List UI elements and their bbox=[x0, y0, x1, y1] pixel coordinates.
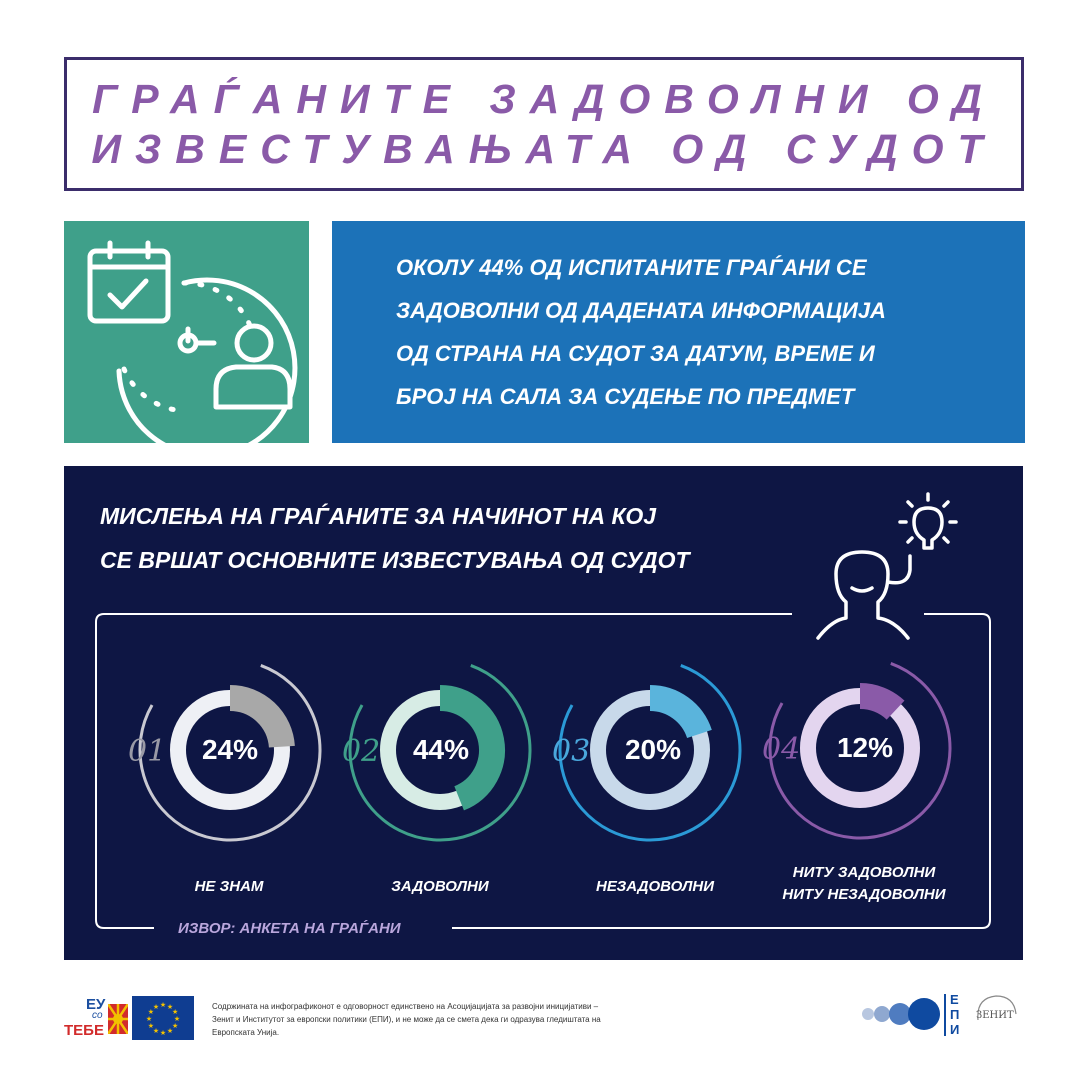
opinions-heading-line-1: МИСЛЕЊА НА ГРАЃАНИТЕ ЗА НАЧИНОТ НА КОЈ bbox=[100, 503, 657, 529]
eu-so-tebe-logo bbox=[64, 996, 128, 1042]
title-box bbox=[64, 57, 1024, 191]
donut-value-arc bbox=[650, 698, 699, 734]
item-label-line-2: НИТУ НЕЗАДОВОЛНИ bbox=[782, 886, 946, 903]
item-label bbox=[764, 862, 964, 906]
title-line-2: ИЗВЕСТУВАЊАТА ОД СУДОТ bbox=[91, 126, 997, 172]
logo-text-bottom: ТЕБЕ bbox=[64, 1022, 104, 1039]
eu-star: ★ bbox=[147, 1023, 155, 1030]
eu-star: ★ bbox=[171, 1009, 179, 1016]
item-label: ЗАДОВОЛНИ bbox=[391, 878, 489, 895]
eu-star: ★ bbox=[159, 1002, 167, 1009]
epi-letters: ЕПИ bbox=[950, 992, 960, 1037]
highlight-line: ОКОЛУ 44% ОД ИСПИТАНИТЕ ГРАЃАНИ СЕ bbox=[396, 255, 867, 280]
eu-star: ★ bbox=[173, 1016, 181, 1023]
eu-star: ★ bbox=[147, 1009, 155, 1016]
highlight-panel bbox=[332, 221, 1025, 443]
epi-divider bbox=[944, 994, 946, 1036]
opinions-panel bbox=[64, 466, 1023, 960]
highlight-line: ОД СТРАНА НА СУДОТ ЗА ДАТУМ, ВРЕМЕ И bbox=[396, 341, 875, 366]
eu-star: ★ bbox=[145, 1016, 153, 1023]
logo-text-top: ЕУ bbox=[86, 996, 106, 1013]
highlight-line: БРОЈ НА САЛА ЗА СУДЕЊЕ ПО ПРЕДМЕТ bbox=[396, 384, 855, 409]
eu-star: ★ bbox=[166, 1003, 174, 1011]
zenit-text: ЗЕНИТ bbox=[976, 1010, 1014, 1021]
item-number: 04 bbox=[762, 732, 801, 767]
zenit-logo bbox=[970, 990, 1022, 1036]
item-number: 01 bbox=[128, 734, 167, 769]
disclaimer-text: Содржината на инфографиконот е одговорност единствено на Асоцијацијата за развојни иницијативи – Зенит и Институтот за европски политики (ЕПИ), и не може да се смета дека ги одразува гледиштата на Европската Унија. bbox=[212, 1002, 601, 1037]
item-number: 03 bbox=[552, 734, 591, 769]
item-percent: 44% bbox=[412, 734, 470, 765]
eu-star: ★ bbox=[171, 1023, 179, 1030]
item-percent: 24% bbox=[201, 734, 259, 765]
item-percent: 12% bbox=[836, 732, 894, 763]
item-label-line-1: НИТУ ЗАДОВОЛНИ bbox=[792, 864, 936, 881]
eu-star: ★ bbox=[166, 1028, 174, 1036]
eu-flag-icon bbox=[132, 996, 194, 1040]
epi-logo-dots-icon bbox=[856, 994, 946, 1034]
logo-text-mid: со bbox=[92, 1010, 103, 1021]
source-note: ИЗВОР: АНКЕТА НА ГРАЃАНИ bbox=[170, 920, 409, 937]
item-percent: 20% bbox=[624, 734, 682, 765]
eu-star: ★ bbox=[152, 1028, 160, 1036]
item-label: НЕ ЗНАМ bbox=[194, 878, 264, 895]
opinions-heading-line-2: СЕ ВРШАТ ОСНОВНИТЕ ИЗВЕСТУВАЊА ОД СУДОТ bbox=[100, 547, 690, 573]
flag-icon bbox=[108, 1004, 128, 1034]
calendar-clock-person-icon bbox=[64, 221, 309, 443]
donut-value-arc bbox=[860, 696, 896, 710]
item-label: НЕЗАДОВОЛНИ bbox=[595, 878, 715, 895]
eu-star: ★ bbox=[152, 1003, 160, 1011]
item-number: 02 bbox=[342, 734, 381, 769]
title-line-1: ГРАЃАНИТЕ ЗАДОВОЛНИ ОД bbox=[92, 76, 996, 122]
highlight-line: ЗАДОВОЛНИ ОД ДАДЕНАТА ИНФОРМАЦИЈА bbox=[396, 298, 886, 323]
eu-star: ★ bbox=[159, 1030, 167, 1037]
